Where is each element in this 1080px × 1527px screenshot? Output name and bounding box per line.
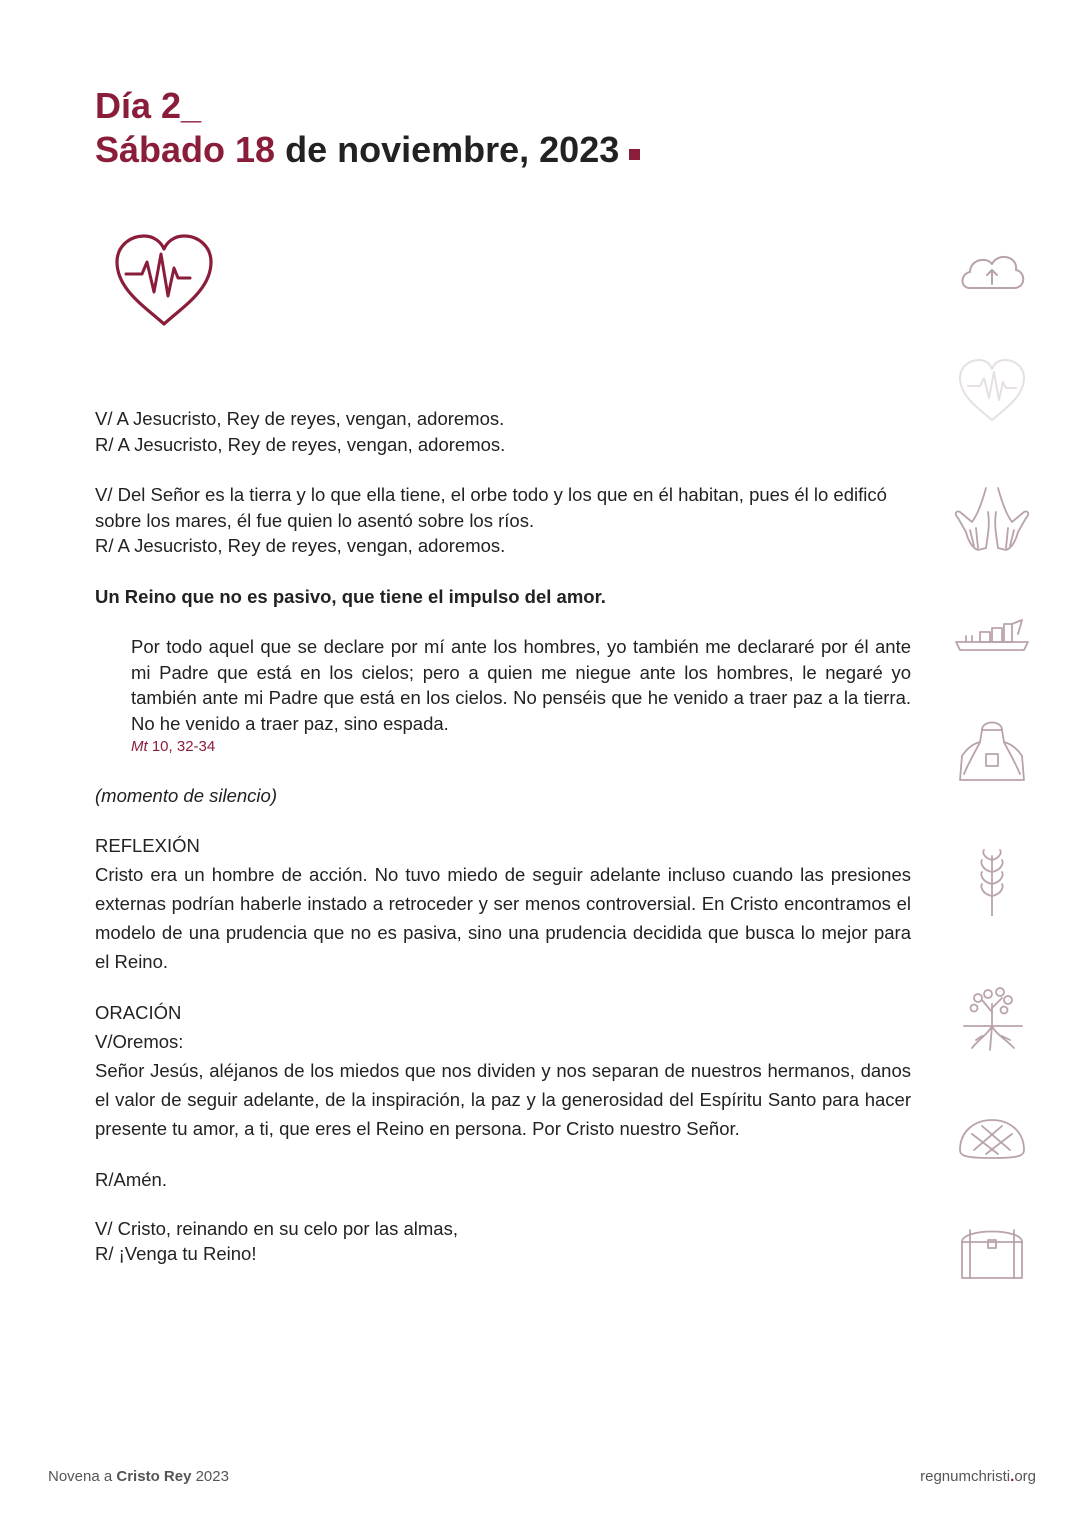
ref-verses: 10, 32-34 [147,738,216,755]
theme-heading: Un Reino que no es pasivo, que tiene el impulso del amor. [95,585,606,607]
silence-note: (momento de silencio) [95,785,277,806]
reflection-heading: REFLEXIÓN [95,834,200,856]
reflection-text: Cristo era un hombre de acción. No tuvo miedo de seguir adelante incluso cuando las presiones externas podrían haberle instado a retroceder y ser menos controversial. En Cristo encontramos el modelo de una prudencia que no es pasiva, sino una prudencia decidida que busca lo mejor para el Reino. [95,863,911,972]
main-content [95,406,911,1267]
prayer-text: Señor Jesús, aléjanos de los miedos que nos dividen y nos separan de nuestros hermanos, danos el valor de seguir adelante, de la inspiración, la paz y la generosidad del Espíritu Santo para hacer presente tu amor, a ti, que eres el Reino en persona. Por Cristo nuestro Señor. [95,1059,911,1139]
footer-prefix: Novena a [48,1468,117,1485]
prayer-heading: ORACIÓN [95,1001,182,1023]
treasure-chest-icon [952,1218,1032,1286]
wheat-icon [952,848,1032,916]
footer-website-link[interactable] [920,1468,1036,1485]
footer-year: 2023 [191,1468,229,1485]
opening-r1: R/ A Jesucristo, Rey de reyes, vengan, adoremos. [95,433,506,455]
ref-book: Mt [131,738,148,755]
closing-v: V/ Cristo, reinando en su celo por las almas, [95,1217,458,1239]
square-marker-icon [629,149,640,160]
heart-pulse-icon [952,356,1032,424]
bread-icon [952,1104,1032,1172]
opening-r2: R/ A Jesucristo, Rey de reyes, vengan, adoremos. [95,535,506,556]
scripture-quote: Por todo aquel que se declare por mí ante los hombres, yo también me declararé por él ante mi Padre que está en los cielos; pero a quien me niegue ante los hombres, le negaré yo también ante mi Padre que está en los cielos. No penséis que he venido a traer paz a la tierra. No he venido a traer paz, sino espada. [131,636,911,734]
boat-icon [952,604,1032,672]
date-highlight: Sábado 18 [95,129,276,170]
footer-tld: org [1014,1468,1036,1485]
heart-pulse-icon [114,234,214,328]
tree-roots-icon [952,986,1032,1054]
prayer-intro: V/Oremos: [95,1030,184,1052]
apron-icon [952,714,1032,782]
footer-bold: Cristo Rey [116,1468,192,1485]
footer-left [48,1468,229,1485]
amen-response: R/Amén. [95,1168,167,1190]
opening-v1: V/ A Jesucristo, Rey de reyes, vengan, adoremos. [95,408,505,429]
open-hands-icon [952,484,1032,552]
footer-domain: regnumchristi [920,1468,1011,1485]
footer-dot: . [1010,1468,1015,1485]
closing-r: R/ ¡Venga tu Reino! [95,1243,257,1264]
cloud-upload-icon [952,238,1032,306]
date-rest: de noviembre, 2023 [275,129,620,170]
day-label: Día 2_ [95,85,202,126]
page-title [95,84,640,172]
scripture-reference [131,736,911,758]
opening-v2: V/ Del Señor es la tierra y lo que ella tiene, el orbe todo y los que en él habitan, pues él lo edificó sobre los mares, él fue quien lo asentó sobre los ríos. [95,484,887,531]
